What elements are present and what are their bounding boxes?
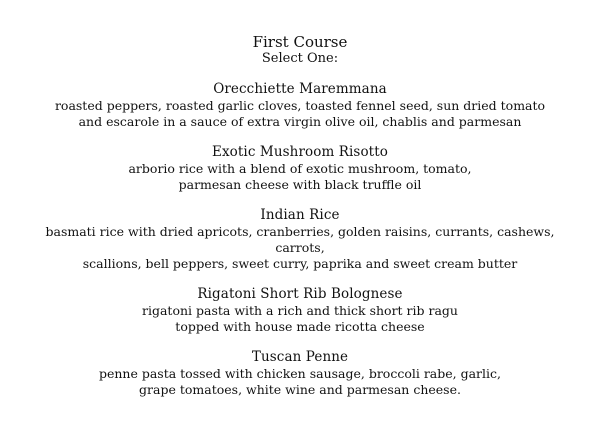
dish-description-line: carrots, <box>275 240 325 255</box>
dish-indian-rice <box>0 207 600 272</box>
dish-description-line: parmesan cheese with black truffle oil <box>178 177 422 192</box>
dish-description-line: penne pasta tossed with chicken sausage, broccoli rabe, garlic, <box>98 366 502 381</box>
course-instructions: Select One: <box>261 51 339 66</box>
dish-orecchiette <box>0 81 600 130</box>
dish-name: Exotic Mushroom Risotto <box>212 144 388 160</box>
dish-description-line: grape tomatoes, white wine and parmesan cheese. <box>139 382 461 397</box>
dish-name: Rigatoni Short Rib Bolognese <box>197 286 403 302</box>
dish-mushroom-risotto <box>0 144 600 193</box>
dish-description-line: arborio rice with a blend of exotic mushroom, tomato, <box>128 161 472 176</box>
dish-description-line: and escarole in a sauce of extra virgin olive oil, chablis and parmesan <box>78 114 522 129</box>
dish-rigatoni-bolognese <box>0 286 600 335</box>
dish-description-line: scallions, bell peppers, sweet curry, paprika and sweet cream butter <box>82 256 518 271</box>
dish-description-line: rigatoni pasta with a rich and thick short rib ragu <box>142 303 458 318</box>
dish-description-line: roasted peppers, roasted garlic cloves, toasted fennel seed, sun dried tomato <box>54 98 546 113</box>
dish-description-line: basmati rice with dried apricots, cranberries, golden raisins, currants, cashews, <box>45 224 555 239</box>
dish-tuscan-penne <box>0 349 600 398</box>
menu-document <box>0 33 600 412</box>
dish-name: Indian Rice <box>260 207 340 223</box>
dish-description-line: topped with house made ricotta cheese <box>175 319 425 334</box>
dish-name: Tuscan Penne <box>251 349 349 365</box>
course-title: First Course <box>252 33 348 51</box>
dish-name: Orecchiette Maremmana <box>213 81 387 97</box>
